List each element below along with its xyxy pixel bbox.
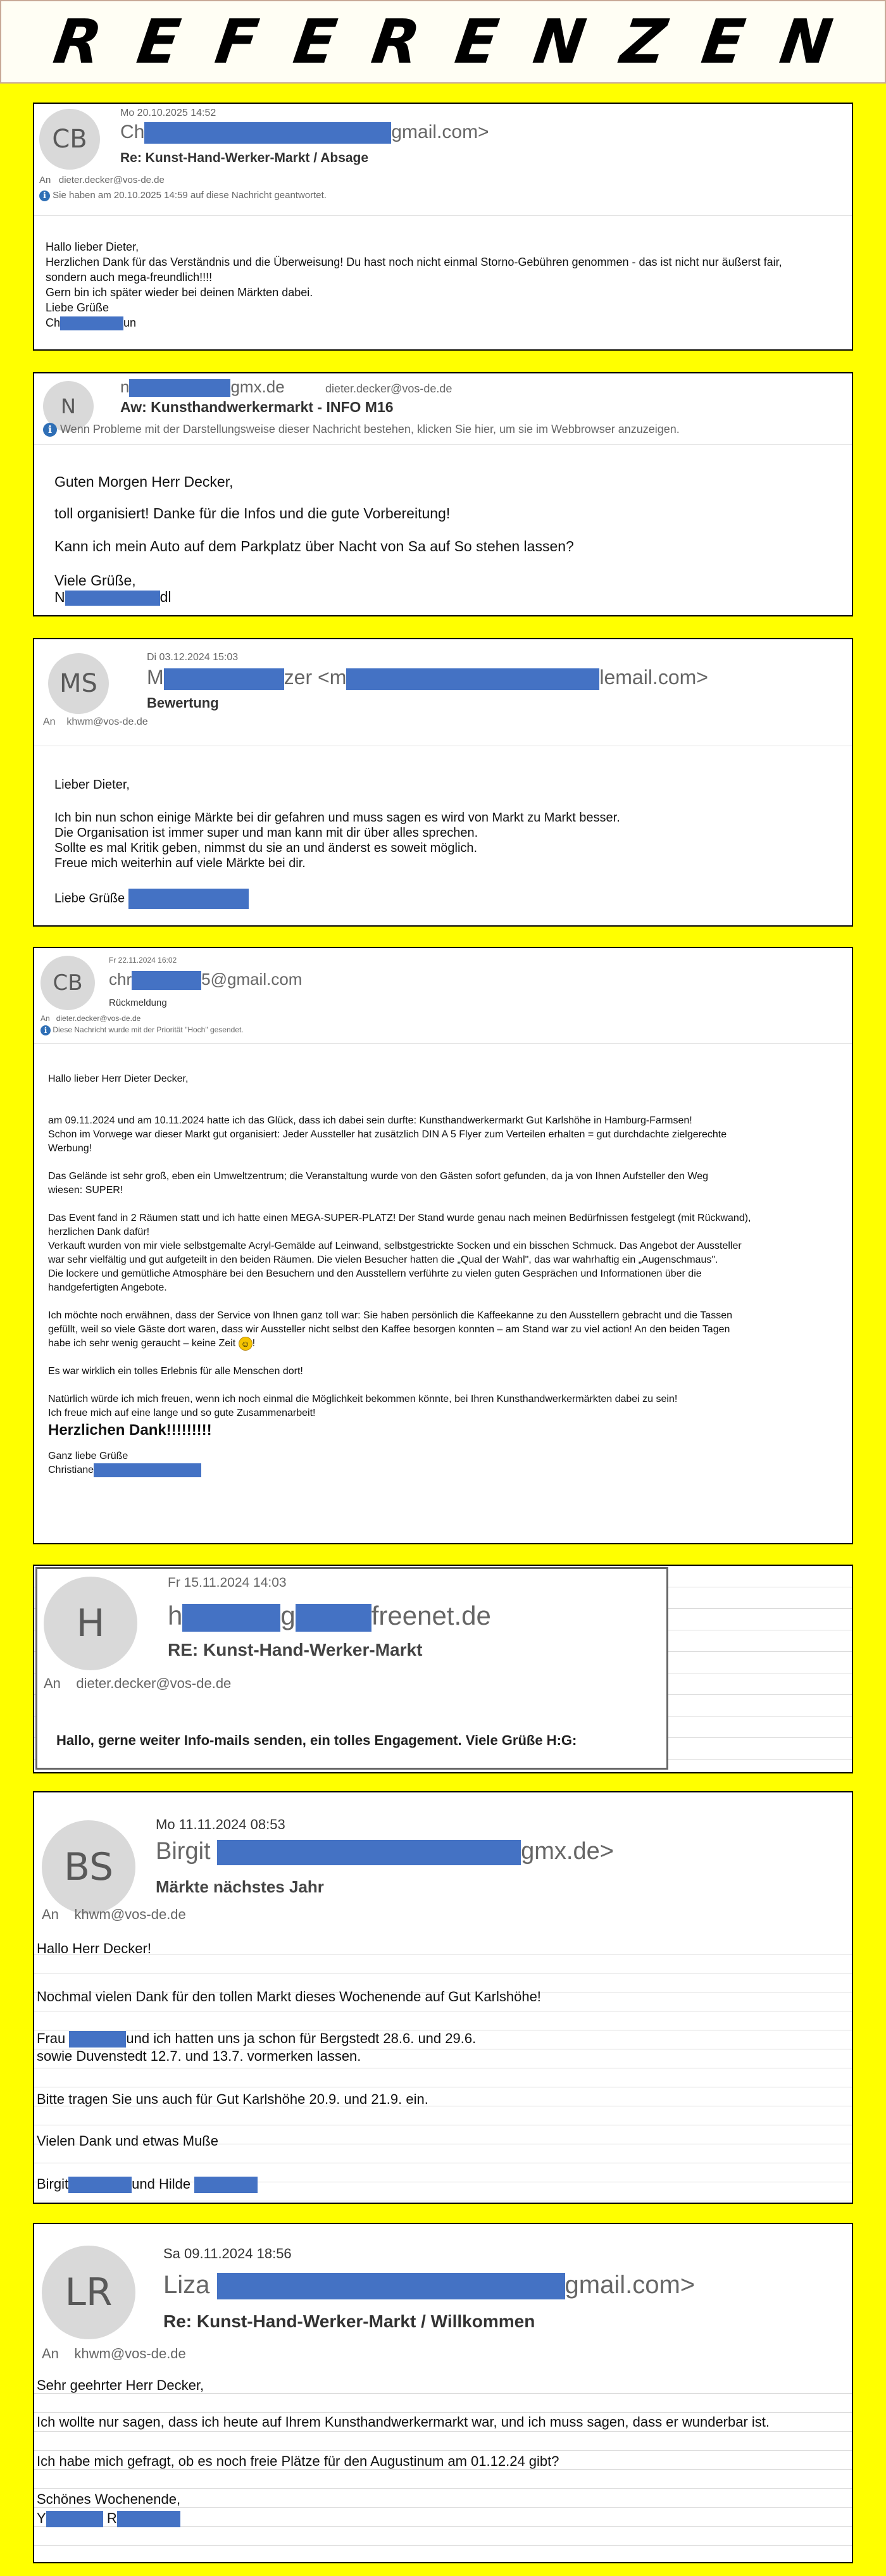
email-subject: Re: Kunst-Hand-Werker-Markt / Absage <box>120 151 369 165</box>
divider <box>34 1043 852 1044</box>
redaction <box>129 379 230 397</box>
redaction <box>117 2511 180 2527</box>
email-body: Lieber Dieter, Ich bin nun schon einige Märkte bei dir gefahren und muss sagen es wird von Markt zu Markt besser. Die Organisation ist immer super und man kann mit dir über alles sprechen. Solltе es mal Kritik geben, nimmst du sie an und änderst es soweit möglich. Freue mich weiterhin auf viele Märkte bei dir. Liebe Grüße <box>54 777 620 909</box>
email-sender: Ch gmail.com> <box>120 122 489 144</box>
email-recipient: An khwm@vos-de.de <box>42 1906 186 1922</box>
avatar: CB <box>41 956 95 1010</box>
email-recipient: An khwm@vos-de.de <box>42 2346 186 2361</box>
email-card-1 <box>33 103 853 351</box>
email-date: Fr 15.11.2024 14:03 <box>168 1575 287 1590</box>
email-subject: Re: Kunst-Hand-Werker-Markt / Willkommen <box>163 2311 535 2331</box>
redaction <box>69 2031 126 2048</box>
redaction <box>144 122 391 144</box>
redaction <box>46 2511 103 2527</box>
email-sender: h g freenet.de <box>168 1601 491 1630</box>
email-recipient: An khwm@vos-de.de <box>43 716 148 727</box>
email-subject: RE: Kunst-Hand-Werker-Markt <box>168 1640 423 1660</box>
redaction <box>65 591 160 606</box>
info-icon: i <box>39 191 50 201</box>
title-bar <box>0 0 886 84</box>
avatar: LR <box>42 2246 135 2339</box>
email-sender: chr 5@gmail.com <box>109 970 302 990</box>
info-icon: i <box>41 1025 51 1035</box>
email-subject: Aw: Kunsthandwerkermarkt - INFO M16 <box>120 399 394 415</box>
redaction <box>132 971 201 990</box>
email-subject: Rückmeldung <box>109 997 167 1008</box>
redaction <box>94 1463 201 1477</box>
email-card-3 <box>33 638 853 927</box>
avatar: MS <box>48 653 109 714</box>
email-card-5 <box>33 1565 853 1773</box>
redaction <box>217 1840 521 1865</box>
email-card-6 <box>33 1791 853 2204</box>
email-sender: M zer <m lemail.com> <box>147 666 708 689</box>
email-card-7 <box>33 2223 853 2563</box>
email-recipient: An dieter.decker@vos-de.de <box>44 1675 232 1691</box>
email-card-4 <box>33 947 853 1544</box>
email-recipient: An dieter.decker@vos-de.de <box>39 175 165 185</box>
avatar: BS <box>42 1820 135 1914</box>
email-body: Sehr geehrter Herr Decker, Ich wollte nur sagen, dass ich heute auf Ihrem Kunsthandwerkermarkt war, und ich muss sagen, dass er wunderbar ist. Ich habe mich gefragt, ob es noch freie Plätze für den Augustinum am 01.12.24 gibt? Schönes Wochenende, Y R <box>34 2375 852 2562</box>
redaction <box>217 2273 565 2299</box>
smiley-icon: ☺ <box>239 1337 253 1351</box>
page-title: REFERENZEN <box>49 6 873 77</box>
redaction <box>128 889 249 909</box>
signature: N dl <box>54 589 172 605</box>
divider <box>34 444 852 445</box>
email-date: Fr 22.11.2024 16:02 <box>109 956 177 965</box>
reply-info: i Sie haben am 20.10.2025 14:59 auf diese Nachricht geantwortet. <box>39 190 327 201</box>
email-body: Hallo, gerne weiter Info-mails senden, ein tolles Engagement. Viele Grüße H:G: <box>56 1732 577 1748</box>
email-sender: Birgit gmx.de> <box>156 1838 614 1865</box>
email-date: Mo 20.10.2025 14:52 <box>120 108 216 118</box>
email-date: Sa 09.11.2024 18:56 <box>163 2246 292 2261</box>
email-subject: Märkte nächstes Jahr <box>156 1877 324 1896</box>
signature: Christiane <box>48 1463 845 1477</box>
email-body: Hallo Herr Decker! Nochmal vielen Dank für den tollen Markt dieses Wochenende auf Gut Karlshöhe! Frau und ich hatten uns ja schon für Bergstedt 28.6. und 29.6. sowie Duvenstedt 12.7. und 13.7. vormerken lassen. Bitte tragen Sie uns auch für Gut Karlshöhe 20.9. und 21.9. ein. Vielen Dank und etwas Muße Birgit und Hilde <box>34 1935 852 2203</box>
avatar: CB <box>39 109 100 170</box>
divider <box>34 215 852 216</box>
email-date: Mo 11.11.2024 08:53 <box>156 1816 285 1832</box>
redaction <box>346 668 599 690</box>
signature: Ch un <box>46 315 782 330</box>
email-recipient: dieter.decker@vos-de.de <box>325 382 452 395</box>
email-body: Hallo lieber Herr Dieter Decker, am 09.11.2024 und am 10.11.2024 hatte ich das Glück, dass ich dabei sein durfte: Kunsthandwerkermarkt Gut Karlshöhe in Hamburg-Farmsen! Schon im Vorwege war dieser Markt gut organisiert: Jeder Aussteller hat zusätzlich DIN A 5 Flyer zum Verteilen erhalten = gut durchdachte zielgerechte Werbung! Das Gelände ist sehr groß, eben ein Umweltzentrum; die Veranstaltung wurde von den Gästen sofort gefunden, da ja von Ihnen Aufsteller den Weg wiesen: SUPER! Das Event fand in 2 Räumen statt und ich hatte einen MEGA-SUPER-PLATZ! Der Stand wurde genau nach meinen Bedürfnissen festgelegt (mit Rückwand), herzlichen Dank dafür! Verkauft wurden von mir viele selbstgemalte Acryl-Gemälde auf Leinwand, selbstgestrickte Socken und ein bisschen Schmuck. Das Angebot der Aussteller war sehr vielfältig und gut aufgeteilt in den beiden Räumen. Die vielen Besucher hatten die „Qual der Wahl", das war wahrhaftig ein „Augenschmaus". Die lockere und gemütliche Atmosphäre bei den Besuchern und den Ausstellern verführte zu vielen guten Gesprächen und Informationen über die handgefertigten Angebote. Ich möchte noch erwähnen, dass der Service von Ihnen ganz toll war: Sie haben persönlich die Kaffeekanne zu den Ausstellern gebracht und die Tassen gefüllt, weil so viele Gäste dort waren, dass wir Aussteller nicht selbst den Kaffee besorgen konnten – am Stand war zu viel action! An den beiden Tagen habe ich sehr wenig geraucht – keine Zeit ☺ ! Es war wirklich ein tolles Erlebnis für alle Menschen dort! Natürlich würde ich mich freuen, wenn ich noch einmal die Möglichkeit bekommen könnte, bei Ihren Kunsthandwerkermärkten dabei zu sein! Ich freue mich auf eine lange und so gute Zusammenarbeit! Herzlichen Dank!!!!!!!!! Ganz liebe Grüße Christiane <box>48 1072 845 1477</box>
avatar: N <box>43 381 94 432</box>
signature: Y R <box>37 2510 180 2527</box>
message-panel <box>35 1567 668 1770</box>
email-body: Hallo lieber Dieter, Herzlichen Dank für das Verständnis und die Überweisung! Du hast noch nicht einmal Storno-Gebühren genommen - das ist nicht nur äußerst fair, sondern auch mega-freundlich!!!! Gern bin ich später wieder bei deinen Märkten dabei. Liebe Grüße Ch un <box>46 239 782 330</box>
priority-info: i Diese Nachricht wurde mit der Priorität "Hoch" gesendet. <box>41 1025 244 1035</box>
email-recipient: An dieter.decker@vos-de.de <box>41 1014 141 1023</box>
email-date: Di 03.12.2024 15:03 <box>147 652 239 663</box>
signature: Liebe Grüße <box>54 889 620 909</box>
display-info: i Wenn Probleme mit der Darstellungsweise dieser Nachricht bestehen, klicken Sie hier, um sie im Webbrowser anzuzeigen. <box>43 423 680 437</box>
email-subject: Bewertung <box>147 695 219 711</box>
email-sender: Liza gmail.com> <box>163 2271 696 2299</box>
info-icon: i <box>43 423 57 437</box>
avatar: H <box>44 1577 137 1670</box>
signature: Birgit und Hilde <box>37 2176 258 2193</box>
redaction <box>60 316 123 330</box>
redaction <box>194 2177 258 2193</box>
redaction <box>182 1604 280 1632</box>
redaction <box>164 668 284 690</box>
email-card-2: N n gmx.de dieter.decker@vos-de.de Aw: Kunsthandwerkermarkt - INFO M16 i Wenn Probleme mit der Darstellungsweise dieser Nachricht bestehen, klicken Sie hier, um sie im Webbrowser anzuzeigen. Guten Morgen Herr Decker, toll organisiert! Danke für die Infos und die gute Vorbereitung! Kann ich mein Auto auf dem Parkplatz über Nacht von Sa auf So stehen lassen? Viele Grüße, N dl <box>33 372 853 616</box>
redaction <box>68 2177 132 2193</box>
email-sender: n gmx.de <box>120 377 285 396</box>
redaction <box>296 1604 371 1632</box>
